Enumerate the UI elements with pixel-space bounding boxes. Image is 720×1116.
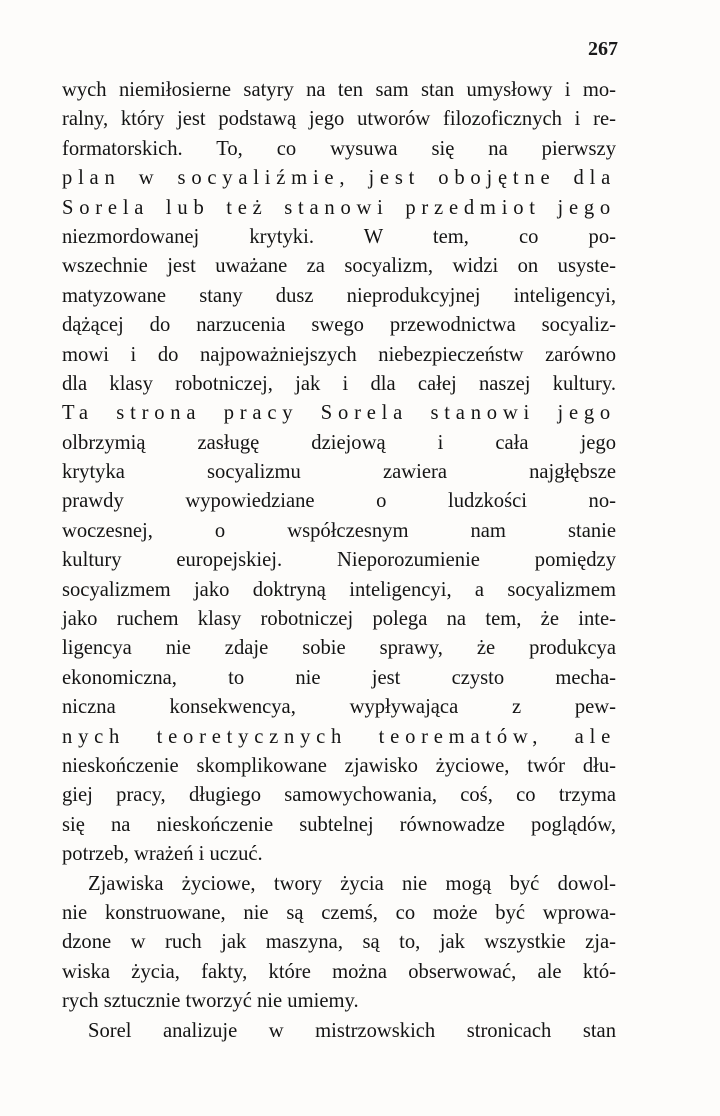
text-line: wych niemiłosierne satyry na ten sam stan umysłowy i mo- [62, 79, 616, 101]
text-line: wiska życia, fakty, które można obserwować, ale któ- [62, 960, 616, 983]
text-line: Zjawiska życiowe, twory życia nie mogą być dowol- [88, 872, 616, 895]
text-line: krytyka socyalizmu zawiera najgłębsze [62, 461, 616, 484]
text-line: plan w socyaliźmie, jest obojętne dla [62, 167, 616, 190]
text-line: olbrzymią zasługę dziejową i cała jego [62, 431, 616, 454]
text-line: ligencya nie zdaje sobie sprawy, że produkcya [62, 637, 616, 660]
text-line: nieskończenie skomplikowane zjawisko życiowe, twór dłu- [62, 754, 616, 777]
body-text [62, 76, 616, 1046]
text-line: formatorskich. To, co wysuwa się na pierwszy [62, 137, 616, 160]
text-line: Sorel analizuje w mistrzowskich stronicach stan [88, 1019, 616, 1042]
text-line: wszechnie jest uważane za socyalizm, widzi on usyste- [62, 255, 616, 278]
text-line: nych teoretycznych teorematów, ale [62, 725, 616, 748]
text-line: Sorela lub też stanowi przedmiot jego [62, 196, 616, 219]
text-line: Ta strona pracy Sorela stanowi jego [62, 402, 616, 425]
text-line: potrzeb, wrażeń i uczuć. [62, 843, 263, 866]
text-line: ekonomiczna, to nie jest czysto mecha- [62, 666, 616, 689]
text-line: jako ruchem klasy robotniczej polega na tem, że inte- [62, 608, 616, 631]
text-line: dla klasy robotniczej, jak i dla całej naszej kultury. [62, 372, 616, 395]
text-line: socyalizmem jako doktryną inteligencyi, a socyalizmem [62, 578, 616, 601]
text-line: prawdy wypowiedziane o ludzkości no- [62, 490, 616, 513]
paragraph [62, 76, 616, 870]
text-line: rych sztucznie tworzyć nie umiemy. [62, 990, 359, 1013]
text-line: kultury europejskiej. Nieporozumienie pomiędzy [62, 549, 616, 572]
text-line: dążącej do narzucenia swego przewodnictwa socyaliz- [62, 314, 616, 337]
paragraph [62, 1017, 616, 1046]
text-line: ralny, który jest podstawą jego utworów filozoficznych i re- [62, 108, 616, 131]
text-line: woczesnej, o współczesnym nam stanie [62, 519, 616, 542]
text-line: dzone w ruch jak maszyna, są to, jak wszystkie zja- [62, 931, 616, 954]
text-line: się na nieskończenie subtelnej równowadze poglądów, [62, 813, 616, 836]
text-line: nie konstruowane, nie są czemś, co może być wprowa- [62, 901, 616, 924]
page-number: 267 [588, 38, 618, 60]
text-line: matyzowane stany dusz nieprodukcyjnej inteligencyi, [62, 284, 616, 307]
paragraph [62, 870, 616, 1017]
text-line: giej pracy, długiego samowychowania, coś, co trzyma [62, 784, 616, 807]
text-line: niczna konsekwencya, wypływająca z pew- [62, 696, 616, 719]
text-line: mowi i do najpoważniejszych niebezpieczeństw zarówno [62, 343, 616, 366]
text-line: niezmordowanej krytyki. W tem, co po- [62, 225, 616, 248]
